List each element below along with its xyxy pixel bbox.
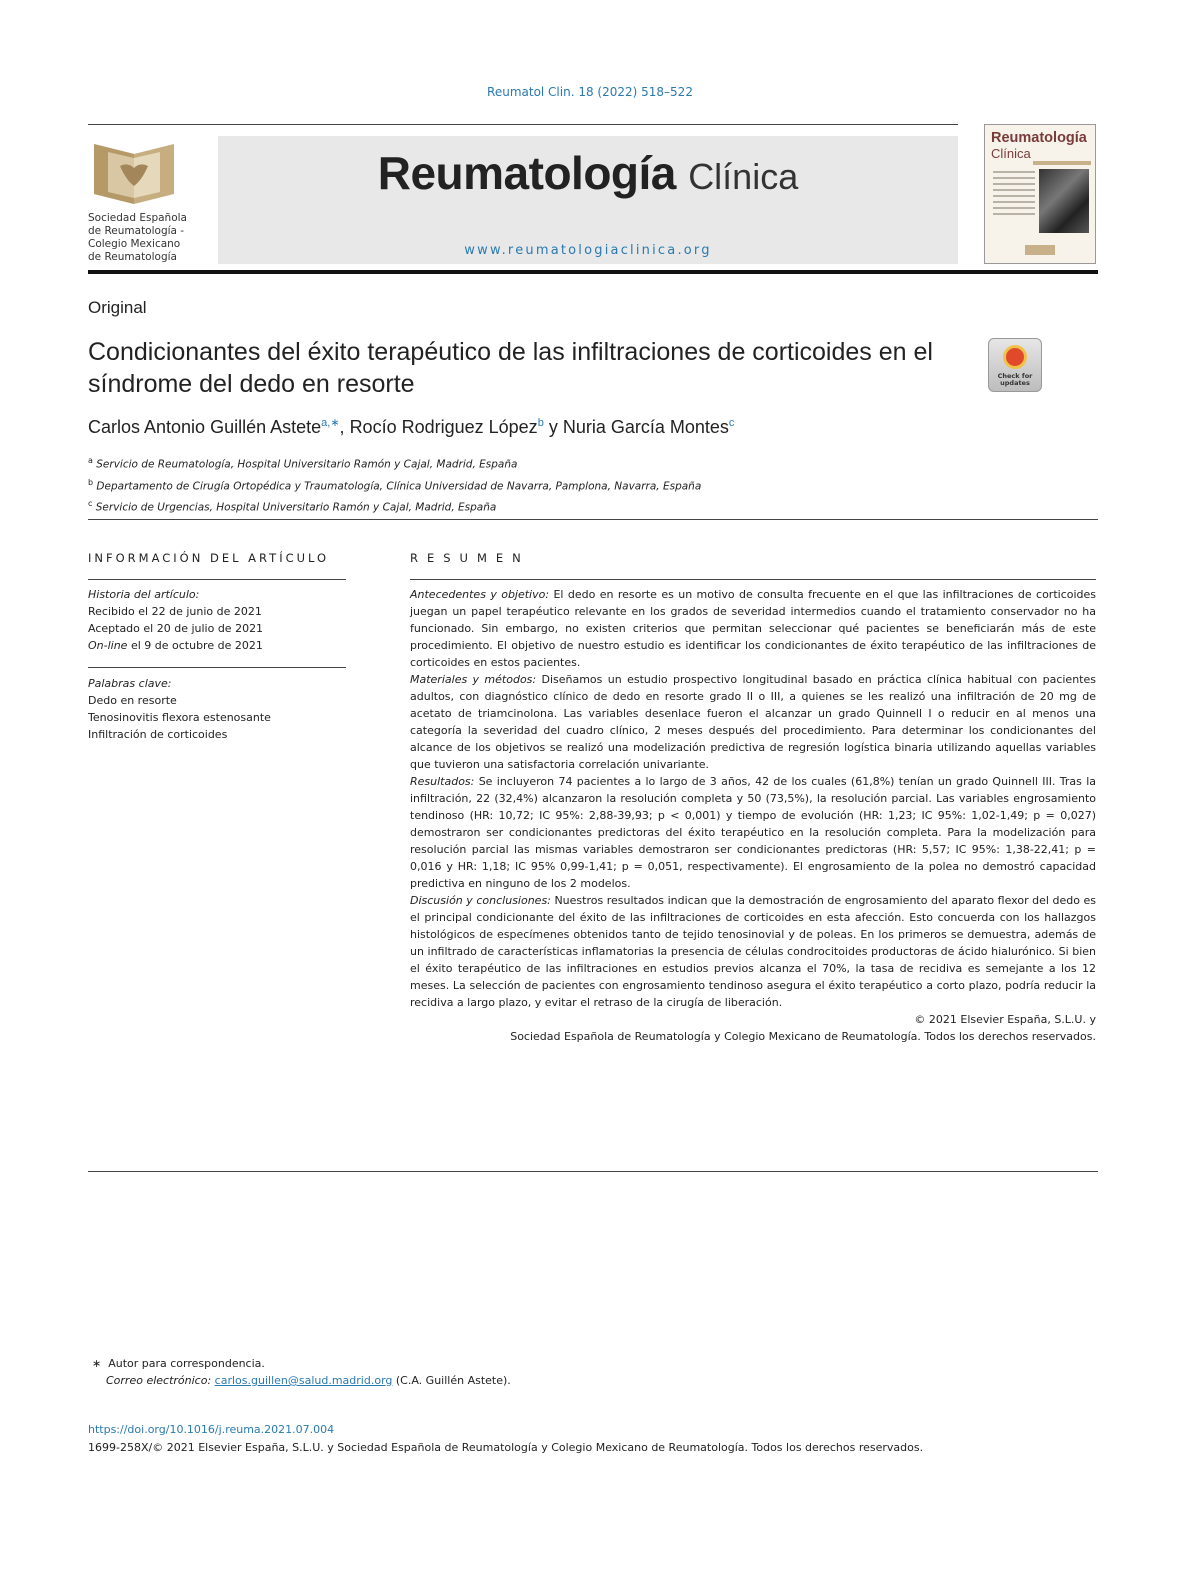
check-for-updates-button[interactable]: [988, 338, 1042, 392]
author-separator: ,: [339, 417, 345, 437]
journal-url-link[interactable]: www.reumatologiaclinica.org: [464, 243, 712, 258]
issn-copyright: 1699-258X/© 2021 Elsevier España, S.L.U. y Sociedad Española de Reumatología y Colegio Mexicano de Reumatología. Todos los derechos reservados.: [88, 1441, 924, 1454]
abstract-bottom-rule: [88, 1171, 1098, 1172]
cover-title: [991, 131, 1087, 162]
abstract-heading: RESUMEN: [410, 551, 530, 565]
article-type: Original: [88, 298, 147, 317]
abstract-rule: [410, 579, 1096, 580]
keywords-rule: [88, 667, 346, 668]
author-separator: y: [548, 417, 558, 437]
correspondence-text: Autor para correspondencia.: [108, 1357, 265, 1370]
author-list: [88, 416, 734, 438]
abstract-body: [410, 586, 1096, 1045]
keywords: [88, 675, 346, 743]
article-info-heading: INFORMACIÓN DEL ARTÍCULO: [88, 551, 330, 565]
abstract-section-text: Se incluyeron 74 pacientes a lo largo de 3 años, 42 de los cuales (61,8%) tenían un grado Quinnell III. Tras la infiltración, 22 (32,4%) alcanzaron la resolución completa y 50 (73,5%), la resolución parcial. Las variables engrosamiento tendinoso (HR: 10,72; IC 95%: 2,88-39,93; p < 0,001) y tiempo de evolución (HR: 1,23; IC 95%: 1,02-1,49; p = 0,027) demostraron ser condicionantes predictoras del éxito terapéutico en la resolución completa. Para la modelización para resolución parcial las mismas variables demostraron ser condicionantes predictoras (HR: 5,57; IC 95%: 1,38-22,41; p = 0,016 y HR: 1,18; IC 95% 0,99-1,41; p = 0,051, respectivamente). El engrosamiento de la polea no demostró capacidad predictiva en ninguno de los 2 modelos.: [410, 775, 1097, 890]
email-label: Correo electrónico:: [106, 1374, 212, 1387]
crossmark-label: Check for updates: [997, 372, 1033, 387]
affiliation-marker: b: [88, 477, 94, 487]
author-affiliation-link[interactable]: c: [728, 417, 735, 429]
history-label: Historia del artículo:: [88, 588, 200, 601]
abstract-section-text: El dedo en resorte es un motivo de consulta frecuente en el que las infiltraciones de corticoides juegan un papel terapéutico relevante en los grados de severidad intermedios cuando el tratamiento conservador no ha funcionado. Sin embargo, no existen criterios que permitan seleccionar qué pacientes se beneficiarán más de este procedimiento. El objetivo de nuestro estudio es identificar los condicionantes de éxito terapéutico de las infiltraciones de corticoides en estos pacientes.: [410, 588, 1097, 669]
author-name: Nuria García Montes: [562, 417, 729, 437]
email-link[interactable]: carlos.guillen@salud.madrid.org: [214, 1374, 393, 1387]
correspondence-line: [92, 1355, 511, 1372]
journal-title-light: Clínica: [688, 156, 799, 197]
header-bottom-rule: [88, 270, 1098, 274]
author-affiliation-link[interactable]: a,∗: [321, 417, 340, 429]
header-top-rule: [88, 124, 958, 125]
email-line: [92, 1372, 511, 1389]
doi-link[interactable]: https://doi.org/10.1016/j.reuma.2021.07.004: [88, 1423, 335, 1436]
abstract-section-label: Antecedentes y objetivo:: [410, 588, 550, 601]
journal-title: [218, 146, 958, 200]
author-affiliation-link[interactable]: b: [537, 417, 544, 429]
journal-masthead: [218, 136, 958, 264]
affiliation: [88, 474, 701, 496]
abstract-section-label: Resultados:: [410, 775, 475, 788]
abstract-section: [410, 892, 1096, 1011]
journal-title-bold: Reumatología: [377, 147, 676, 199]
keywords-label: Palabras clave:: [88, 677, 172, 690]
online-label: On-line: [88, 639, 128, 652]
cover-footer-logo: [1025, 245, 1055, 255]
affiliation: [88, 495, 701, 517]
affiliation-marker: a: [88, 456, 93, 465]
affiliation-marker: c: [88, 499, 93, 508]
article-title: Condicionantes del éxito terapéutico de las infiltraciones de corticoides en el síndrome del dedo en resorte: [88, 338, 933, 398]
abstract-section-text: Diseñamos un estudio prospectivo longitudinal basado en práctica clínica habitual con pacientes adultos, con diagnóstico clínico de dedo en resorte grado II o III, a quienes se les realizó una infiltración de 20 mg de acetato de triamcinolona. Las variables desenlace fueron el alcanzar un grado Quinnell I o reducir en al menos una categoría la severidad del cuadro clínico, 2 meses después del procedimiento. Para determinar los condicionantes del alcance de los objetivos se realizó una modelización predictiva de regresión logística binaria utilizando aquellas variables que tuvieron una satisfactoria correlación univariante.: [410, 673, 1096, 771]
society-emblem-icon: [88, 136, 180, 206]
society-name: Sociedad Española de Reumatología - Colegio Mexicano de Reumatología: [88, 212, 187, 263]
author-name: Carlos Antonio Guillén Astete: [88, 417, 322, 437]
cover-text-lines: [993, 171, 1035, 219]
affiliation-text: Servicio de Reumatología, Hospital Universitario Ramón y Cajal, Madrid, España: [96, 458, 518, 471]
crossmark-icon: [1003, 345, 1027, 369]
journal-citation[interactable]: Reumatol Clin. 18 (2022) 518–522: [487, 85, 693, 99]
abstract-section: [410, 671, 1096, 773]
keyword: Infiltración de corticoides: [88, 728, 228, 741]
society-logo: [88, 136, 208, 266]
cover-bar: [1033, 161, 1091, 165]
abstract-section-label: Discusión y conclusiones:: [410, 894, 551, 907]
affiliations-rule: [88, 519, 1098, 520]
received-date: Recibido el 22 de junio de 2021: [88, 605, 262, 618]
online-date: [88, 637, 346, 654]
cover-image: [1039, 169, 1089, 233]
email-owner: (C.A. Guillén Astete).: [395, 1374, 511, 1387]
cover-title-main: Reumatología: [991, 130, 1087, 146]
cover-title-sub: Clínica: [991, 146, 1031, 161]
abstract-section-label: Materiales y métodos:: [410, 673, 537, 686]
abstract-copyright: © 2021 Elsevier España, S.L.U. y: [914, 1013, 1096, 1026]
affiliation-list: [88, 452, 701, 517]
affiliation: [88, 452, 701, 474]
article-history: [88, 586, 346, 654]
article-info-rule: [88, 579, 346, 580]
abstract-section-text: Nuestros resultados indican que la demostración de engrosamiento del aparato flexor del dedo es el principal condicionante del éxito de las infiltraciones de corticoides en esta afección. Esto concuerda con los hallazgos histológicos de especímenes obtenidos tanto de tejido tenosinovial y de poleas. En los primeros se demuestra, además de un infiltrado de características inflamatorias la presencia de células condrocitoides productoras de ácido hialurónico. Si bien el éxito terapéutico de las infiltraciones en estudios previos alcanza el 70%, la tasa de recidiva es semejante a los 12 meses. La selección de pacientes con engrosamiento tendinoso asegura el éxito terapéutico a corto plazo, podría reducir la recidiva a largo plazo, y evitar el retraso de la cirugía de liberación.: [410, 894, 1096, 1009]
abstract-copyright-owner: Sociedad Española de Reumatología y Colegio Mexicano de Reumatología. Todos los derechos reservados.: [510, 1030, 1096, 1043]
accepted-date: Aceptado el 20 de julio de 2021: [88, 622, 264, 635]
affiliation-text: Servicio de Urgencias, Hospital Universitario Ramón y Cajal, Madrid, España: [95, 501, 497, 514]
abstract-section: [410, 586, 1096, 671]
affiliation-text: Departamento de Cirugía Ortopédica y Traumatología, Clínica Universidad de Navarra, Pamplona, Navarra, España: [96, 480, 702, 492]
online-date-value: el 9 de octubre de 2021: [130, 639, 263, 652]
correspondence-footnote: [92, 1355, 511, 1389]
author-name: Rocío Rodriguez López: [349, 417, 538, 437]
footnote-marker: ∗: [92, 1357, 102, 1370]
keyword: Dedo en resorte: [88, 694, 177, 707]
keyword: Tenosinovitis flexora estenosante: [88, 711, 271, 724]
abstract-section: [410, 773, 1096, 892]
journal-cover-thumbnail: [984, 124, 1096, 264]
